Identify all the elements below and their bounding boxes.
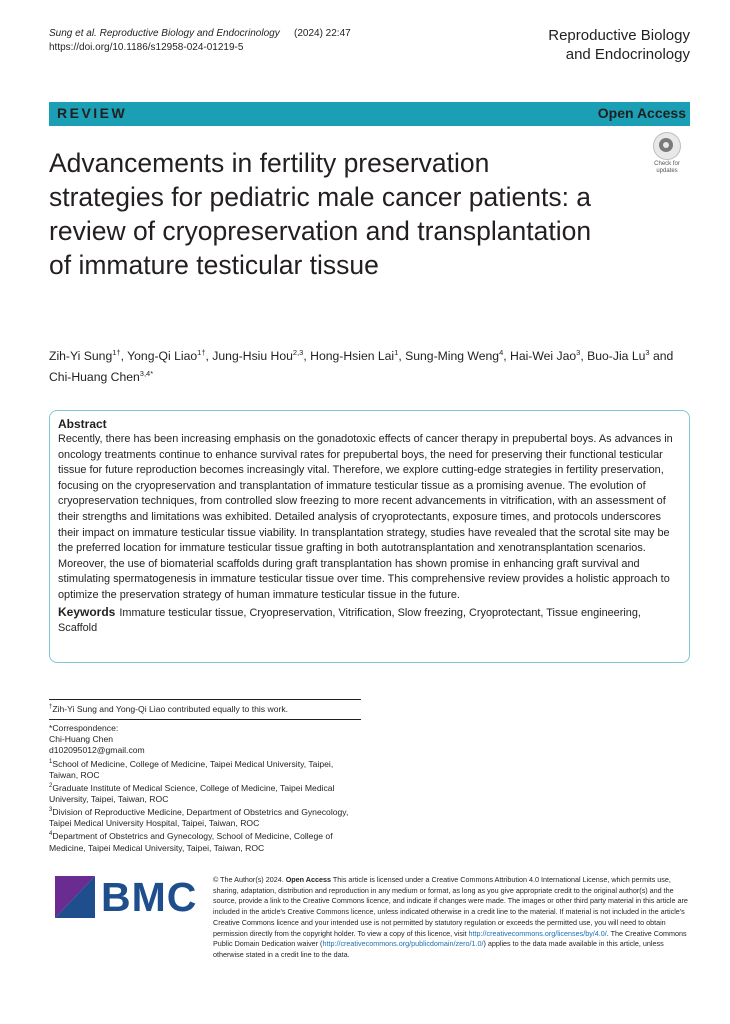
affiliation-item xyxy=(49,829,361,853)
affiliation-number: 3 xyxy=(49,807,53,814)
equal-sup: † xyxy=(49,704,53,710)
author-affiliation-marker: 3,4* xyxy=(139,369,154,379)
affiliation-text: Graduate Institute of Medical Science, College of Medicine, Taipei Medical University, Taipei, Taiwan, ROC xyxy=(49,782,335,804)
author[interactable] xyxy=(510,349,580,363)
license-oa-label: Open Access xyxy=(285,875,331,884)
affiliation-item xyxy=(49,805,361,829)
author-name: Zih-Yi Sung xyxy=(49,349,113,364)
author-list: Zih-Yi Sung$^{1\dagger}$, Yong-Qi Liao$^{1\dagger}$, Jung-Hsiu Hou$^{2,3}$, Hong-Hsien Lai$^1$, Sung-Ming Weng$^4$, Hai-Wei Jao$^3$, Buo-Jia Lu$^3$ and Chi-Huang Chen$^{3,4*}$ xyxy=(49,348,674,385)
author[interactable] xyxy=(49,370,153,384)
running-header xyxy=(49,27,351,55)
license-text-3: ) applies to the data made available in this article, unless otherwise stated in a credit line to the data. xyxy=(213,939,664,959)
author-name: Buo-Jia Lu xyxy=(587,349,646,364)
license-text-2: . The Creative Commons Public Domain Dedication waiver ( xyxy=(213,928,687,949)
abstract-box xyxy=(49,410,690,663)
license-copyright: © The Author(s) 2024. xyxy=(213,875,284,884)
journal-name-line2: and Endocrinology xyxy=(565,46,690,63)
license-link-cc-zero[interactable]: http://creativecommons.org/publicdomain/zero/1.0/ xyxy=(322,939,484,949)
equal-text: Zih-Yi Sung and Yong-Qi Liao contributed equally to this work. xyxy=(52,703,289,714)
citation-journal: Sung et al. Reproductive Biology and Endocrinology xyxy=(49,28,280,39)
author[interactable] xyxy=(310,349,398,363)
author-name: Chi-Huang Chen xyxy=(49,370,140,385)
author-affiliation-marker: 3 xyxy=(645,348,650,357)
affiliation-number: 1 xyxy=(49,758,53,765)
license-statement xyxy=(213,875,690,961)
author[interactable] xyxy=(127,349,205,363)
citation-year: (2024) 22:47 xyxy=(294,28,351,39)
affiliation-text: Department of Obstetrics and Gynecology, School of Medicine, College of Medicine, Taipei Medical University, Taipei, Taiwan, ROC xyxy=(49,831,333,853)
affiliation-number: 4 xyxy=(49,831,53,838)
affiliation-item xyxy=(49,757,361,781)
affiliation-list xyxy=(49,757,361,854)
author-affiliation-marker: 2,3 xyxy=(292,348,304,357)
bmc-logo xyxy=(53,872,198,922)
license-link-cc-by[interactable]: http://creativecommons.org/licenses/by/4.0/ xyxy=(468,928,607,938)
affiliation-text: School of Medicine, College of Medicine, Taipei Medical University, Taipei, Taiwan, ROC xyxy=(49,758,334,780)
author-affiliation-marker: 1 xyxy=(394,348,399,357)
citation-line xyxy=(49,27,351,41)
article-title: Advancements in fertility preservation strategies for pediatric male cancer patients: a review of cryopreservation and transplantation of immature testicular tissue xyxy=(49,148,592,280)
check-updates-line2: updates xyxy=(656,168,678,174)
check-updates-text xyxy=(647,161,687,175)
check-updates-line1: Check for xyxy=(654,161,680,167)
author-affiliation-marker: 1† xyxy=(197,348,206,357)
affiliation-text: Division of Reproductive Medicine, Department of Obstetrics and Gynecology, Taipei Medical University Hospital, Taipei, Taiwan, ROC xyxy=(49,807,349,829)
author-name: Yong-Qi Liao xyxy=(127,349,198,364)
doi-link[interactable]: https://doi.org/10.1186/s12958-024-01219-5 xyxy=(49,42,244,53)
journal-name-line1: Reproductive Biology xyxy=(548,27,690,44)
article-type-label: REVIEW xyxy=(57,105,128,121)
author-name: Jung-Hsiu Hou xyxy=(212,349,293,364)
correspondence-name: Chi-Huang Chen xyxy=(49,734,114,745)
author[interactable] xyxy=(405,349,503,363)
author-affiliation-marker: 4 xyxy=(499,348,504,357)
license-text-1: This article is licensed under a Creative Commons Attribution 4.0 International License, which permits use, sharing, adaptation, distribution and reproduction in any medium or format, as long as you give appropriate credit to the original author(s) and the source, provide a link to the Creative Commons licence, and indicate if changes were made. The images or other third party material in this article are included in the article's Creative Commons licence, unless indicated otherwise in a credit line to the material. If material is not included in the article's Creative Commons licence and your intended use is not permitted by statutory regulation or exceeds the permitted use, you will need to obtain permission directly from the copyright holder. To view a copy of this licence, visit xyxy=(213,875,688,938)
author-name: Hai-Wei Jao xyxy=(510,349,577,364)
affiliation-item xyxy=(49,781,361,805)
keywords xyxy=(58,605,680,637)
abstract-text: Recently, there has been increasing emphasis on the gonadotoxic effects of cancer therapy in prepubertal boys. As advances in oncology treatments continue to enhance survival rates for prepubertal boys, the need for preserving their functional testicular tissue for future reproduction becomes increasingly vital. Therefore, we explore cutting-edge strategies in fertility preservation, focusing on the cryopreservation and transplantation of immature testicular tissue as a promising avenue. The evolution of cryopreservation techniques, from controlled slow freezing to more recent advancements in vitrification, with an assessment of their strengths and limitations was exhibited. Detailed analysis of cryoprotectants, exposure times, and protocols underscores their impact on immature testicular tissue viability. In transplantation strategy, studies have revealed that the scrotal site may be the preferred location for immature testicular tissue grafting in both autotransplantation and xenotransplantation scenarios. Moreover, the use of biomaterial scaffolds during graft transplantation has shown promise in enhancing graft survival and stimulating spermatogenesis in immature testicular tissue over time. This comprehensive review provides a holistic approach to optimize the preservation strategy of human immature testicular tissue in the future. xyxy=(58,433,673,601)
footnote-rule-2 xyxy=(49,719,361,720)
author[interactable] xyxy=(587,349,649,363)
bmc-logo-mark xyxy=(53,872,99,922)
abstract-heading: Abstract xyxy=(58,417,107,431)
open-access-label: Open Access xyxy=(597,105,686,121)
keywords-label: Keywords xyxy=(58,604,116,619)
check-updates-icon xyxy=(653,132,681,160)
author-name: Sung-Ming Weng xyxy=(405,349,500,364)
authors-and: and xyxy=(652,349,674,364)
author[interactable] xyxy=(212,349,303,363)
author-affiliation-marker: 3 xyxy=(576,348,581,357)
footnotes xyxy=(49,699,361,854)
affiliation-number: 2 xyxy=(49,782,53,789)
keywords-list: Immature testicular tissue, Cryopreservation, Vitrification, Slow freezing, Cryoprotectant, Tissue engineering, Scaffold xyxy=(58,606,641,635)
article-type-banner xyxy=(49,102,690,126)
check-for-updates-badge[interactable] xyxy=(647,132,687,175)
author-affiliation-marker: 1† xyxy=(112,348,121,357)
author[interactable] xyxy=(49,349,121,363)
equal-contribution-note xyxy=(49,700,361,719)
correspondence-label: *Correspondence: xyxy=(49,723,119,734)
author-name: Hong-Hsien Lai xyxy=(310,349,395,364)
correspondence-email[interactable]: d102095012@gmail.com xyxy=(49,745,145,756)
bmc-logo-text: BMC xyxy=(101,874,198,920)
journal-name xyxy=(548,26,690,64)
